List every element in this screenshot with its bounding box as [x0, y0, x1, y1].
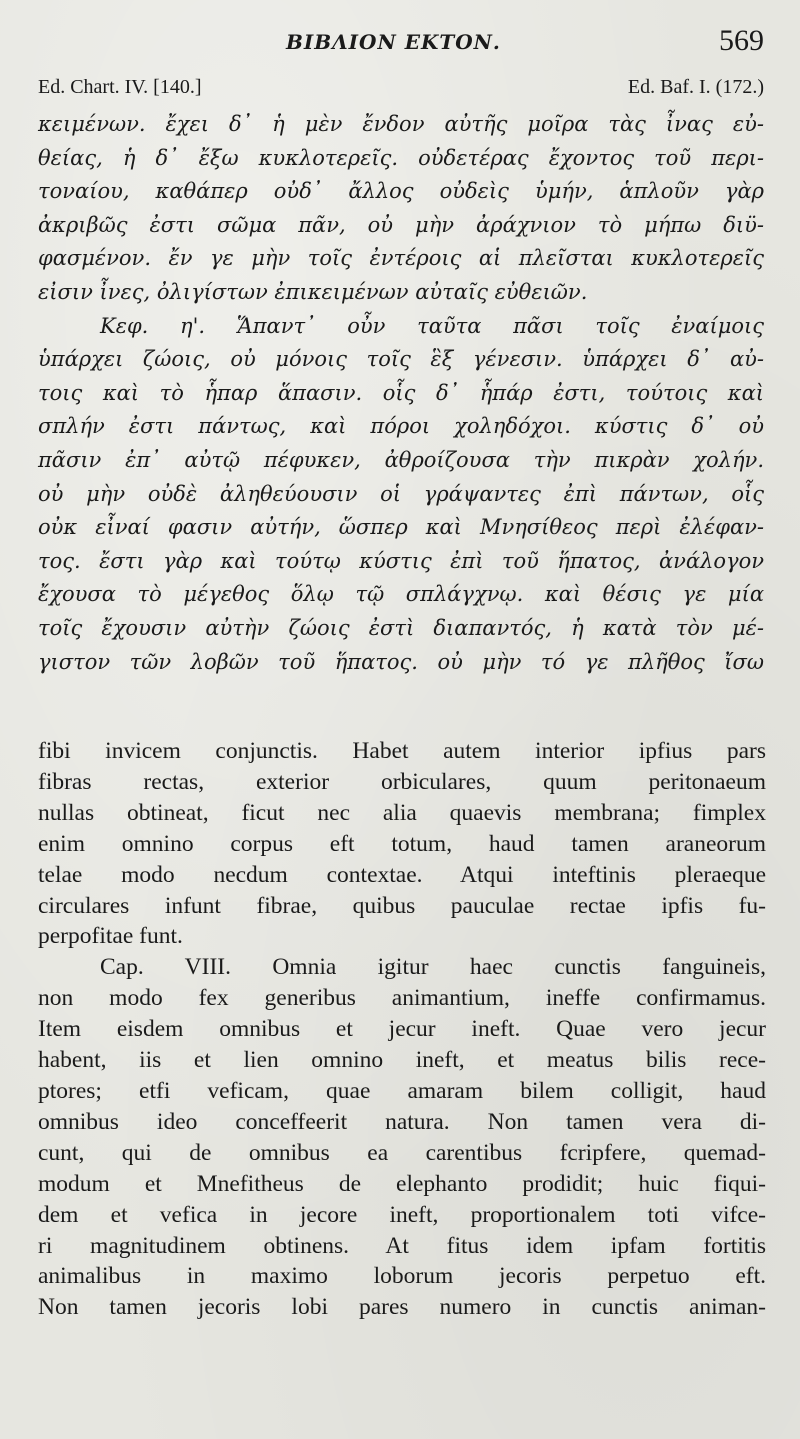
latin-line: ri magnitudinem obtinens. At fitus idem ipfam fortitis — [38, 1232, 766, 1259]
greek-line: τοις καὶ τὸ ἧπαρ ἅπασιν. οἷς δ᾽ ἧπάρ ἐστι, τούτοις καὶ — [38, 380, 764, 405]
latin-line: telae modo necdum contextae. Atqui inteftinis pleraeque — [38, 861, 766, 888]
greek-chapter-heading-line: Κεφ. η'. Ἅπαντ᾽ οὖν ταῦτα πᾶσι τοῖς ἐναίμοις — [100, 313, 764, 338]
greek-line: τος. ἔστι γὰρ καὶ τούτῳ κύστις ἐπὶ τοῦ ἥπατος, ἀνάλογον — [38, 548, 764, 573]
page-number: 569 — [719, 24, 764, 57]
greek-line: ὑπάρχει ζώοις, οὐ μόνοις τοῖς ἓξ γένεσιν. ὑπάρχει δ᾽ αὐ- — [38, 347, 764, 372]
edition-references — [38, 76, 764, 102]
greek-text-block — [38, 108, 764, 679]
running-head — [0, 24, 800, 60]
greek-line: εἰσιν ἶνες, ὀλιγίστων ἐπικειμένων αὐταῖς εὐθειῶν. — [38, 279, 588, 304]
greek-line: οὐ μὴν οὐδὲ ἀληθεύουσιν οἱ γράψαντες ἐπὶ πάντων, οἷς — [38, 481, 764, 506]
latin-line: enim omnino corpus eft totum, haud tamen araneorum — [38, 830, 766, 857]
latin-line: animalibus in maximo loborum jecoris perpetuo eft. — [38, 1263, 766, 1290]
greek-line: τοῖς ἔχουσιν αὐτὴν ζώοις ἐστὶ διαπαντός, ἡ κατὰ τὸν μέ- — [38, 615, 764, 640]
latin-line: ptores; etfi veficam, quae amaram bilem colligit, haud — [38, 1077, 766, 1104]
greek-line: πᾶσιν ἐπ᾽ αὐτῷ πέφυκεν, ἀθροίζουσα τὴν πικρὰν χολήν. — [38, 447, 764, 472]
latin-line: habent, iis et lien omnino ineft, et meatus bilis rece- — [38, 1047, 766, 1074]
edition-reference-chart: Ed. Chart. IV. [140.] — [38, 76, 202, 98]
latin-line: circulares infunt fibrae, quibus pauculae rectae ipfis fu- — [38, 892, 766, 919]
greek-line: ἔχουσα τὸ μέγεθος ὅλῳ τῷ σπλάγχνῳ. καὶ θέσις γε μία — [38, 582, 764, 607]
greek-line: ἀκριβῶς ἐστι σῶμα πᾶν, οὐ μὴν ἀράχνιον τὸ μήπω διϋ- — [38, 212, 764, 237]
latin-line: omnibus ideo conceffeerit natura. Non tamen vera di- — [38, 1108, 766, 1135]
latin-line: nullas obtineat, ficut nec alia quaevis membrana; fimplex — [38, 799, 766, 826]
greek-line: οὐκ εἶναί φασιν αὐτήν, ὥσπερ καὶ Μνησίθεος περὶ ἐλέφαν- — [38, 515, 764, 540]
latin-line: perpofitae funt. — [38, 923, 183, 950]
latin-text-block — [38, 736, 766, 1323]
latin-line: non modo fex generibus animantium, ineffe confirmamus. — [38, 985, 766, 1012]
latin-line: Non tamen jecoris lobi pares numero in cunctis animan- — [38, 1294, 766, 1321]
greek-line: κειμένων. ἔχει δ᾽ ἡ μὲν ἔνδον αὐτῆς μοῖρα τὰς ἶνας εὐ- — [38, 112, 764, 136]
latin-chapter-heading-line: Cap. VIII. Omnia igitur haec cunctis fanguineis, — [100, 954, 766, 981]
running-title: BIBΛΙΟΝ ΕΚΤΟΝ. — [286, 30, 501, 54]
latin-line: cunt, qui de omnibus ea carentibus fcripfere, quemad- — [38, 1139, 766, 1166]
edition-reference-basel: Ed. Baf. I. (172.) — [627, 76, 764, 98]
greek-line: τοναίου, καθάπερ οὐδ᾽ ἄλλος οὐδεὶς ὑμήν, ἁπλοῦν γὰρ — [38, 179, 764, 204]
greek-line: γιστον τῶν λοβῶν τοῦ ἥπατος. οὐ μὴν τό γε πλῆθος ἴσω — [38, 649, 764, 674]
latin-line: modum et Mnefitheus de elephanto prodidit; huic fiqui- — [38, 1170, 766, 1197]
latin-line: fibi invicem conjunctis. Habet autem interior ipfius pars — [38, 738, 766, 764]
latin-line: Item eisdem omnibus et jecur ineft. Quae vero jecur — [38, 1016, 766, 1043]
latin-line: fibras rectas, exterior orbiculares, quum peritonaeum — [38, 768, 766, 795]
greek-line: θείας, ἡ δ᾽ ἔξω κυκλοτερεῖς. οὐδετέρας ἔχοντος τοῦ περι- — [38, 145, 764, 170]
latin-line: dem et vefica in jecore ineft, proportionalem toti vifce- — [38, 1201, 766, 1228]
greek-line: σπλήν ἐστι πάντως, καὶ πόροι χοληδόχοι. κύστις δ᾽ οὐ — [38, 414, 764, 439]
greek-line: φασμένον. ἔν γε μὴν τοῖς ἐντέροις αἱ πλεῖσται κυκλοτερεῖς — [38, 246, 764, 271]
